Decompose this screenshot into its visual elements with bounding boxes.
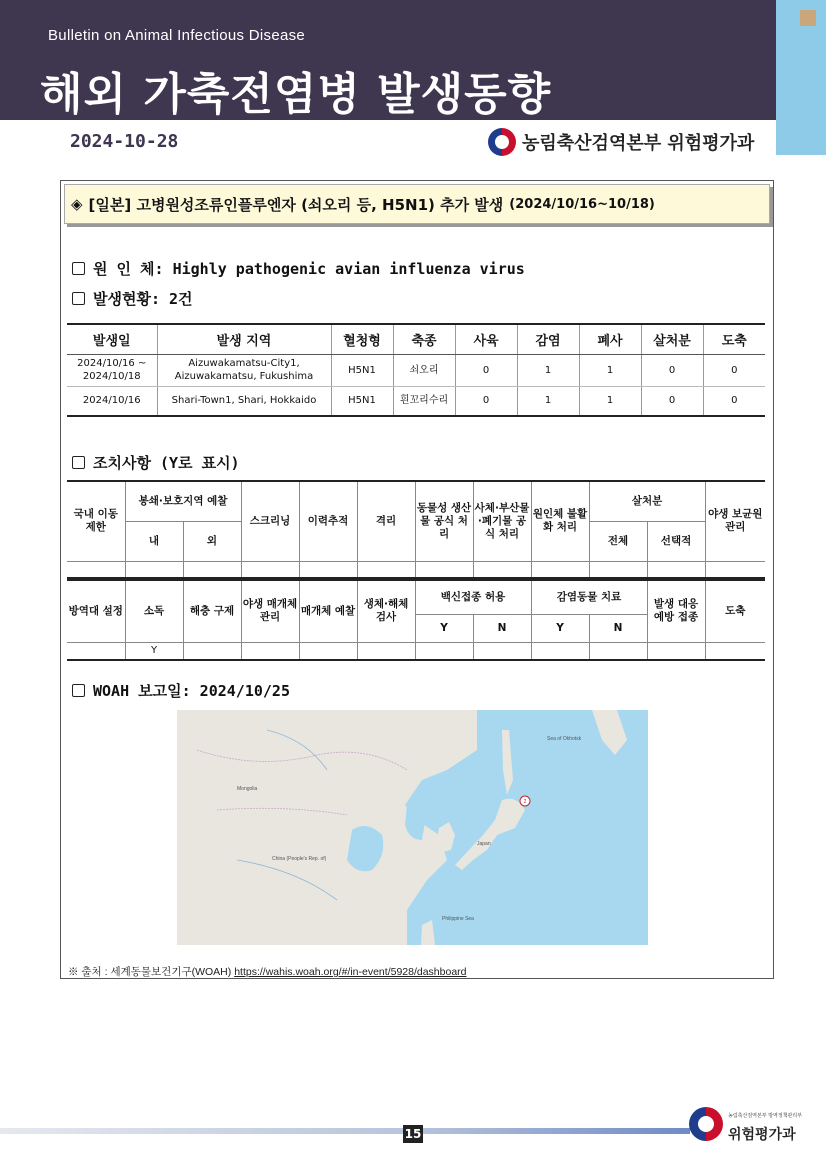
cell-serotype: H5N1 <box>331 354 393 386</box>
col-species: 축종 <box>393 324 455 354</box>
page-title: 해외 가축전염병 발생동향 <box>40 69 552 120</box>
cell-region: Shari-Town1, Shari, Hokkaido <box>157 386 331 416</box>
outbreak-table <box>67 323 765 417</box>
table-header-row <box>67 580 765 614</box>
cell-raised: 0 <box>455 386 517 416</box>
measures-line <box>72 452 240 473</box>
woah-text: WOAH 보고일: 2024/10/25 <box>93 682 290 700</box>
cell-slaughtered: 0 <box>703 386 765 416</box>
col-infected: 감염 <box>517 324 579 354</box>
outbreak-map[interactable] <box>177 710 648 945</box>
status-line <box>72 288 193 309</box>
disinfection-mark: Y <box>125 642 183 660</box>
h-cull-select: 선택적 <box>647 521 705 561</box>
h-vaccine-y: Y <box>415 614 473 642</box>
cell-dead: 1 <box>579 386 641 416</box>
h-disinfection: 소독 <box>125 580 183 642</box>
bulletin-date: 2024-10-28 <box>70 131 179 152</box>
h-trace: 이력추적 <box>299 481 357 561</box>
cell-date: 2024/10/16 ~ 2024/10/18 <box>67 354 157 386</box>
cell-dead: 1 <box>579 354 641 386</box>
cell-species: 쇠오리 <box>393 354 455 386</box>
table-row <box>67 386 765 416</box>
h-wild-vector: 야생 매개체 관리 <box>241 580 299 642</box>
report-period: (2024/10/16~10/18) <box>509 196 655 212</box>
h-cull-all: 전체 <box>589 521 647 561</box>
report-title: [일본] 고병원성조류인플루엔자 (쇠오리 등, H5N1) 추가 발생 <box>88 195 504 214</box>
col-date: 발생일 <box>67 324 157 354</box>
h-treatment-y: Y <box>531 614 589 642</box>
cell-raised: 0 <box>455 354 517 386</box>
cell-infected: 1 <box>517 354 579 386</box>
side-square-decoration <box>800 10 816 26</box>
h-quarantine: 격리 <box>357 481 415 561</box>
label-okhotsk: Sea of Okhotsk <box>547 736 582 742</box>
label-philippine-sea: Philippine Sea <box>442 916 474 922</box>
checkbox-square-icon <box>72 292 85 305</box>
col-serotype: 혈청형 <box>331 324 393 354</box>
col-slaughtered: 도축 <box>703 324 765 354</box>
h-vaccine-n: N <box>473 614 531 642</box>
h-vaccine: 백신접종 허용 <box>415 580 531 614</box>
h-product: 동물성 생산물 공식 처리 <box>415 481 473 561</box>
header-org-label: 농림축산검역본부 위험평가과 <box>522 133 755 154</box>
h-movement: 국내 이동 제한 <box>67 481 125 561</box>
cell-region: Aizuwakamatsu-City1, Aizuwakamatsu, Fukushima <box>157 354 331 386</box>
footer-divider <box>0 1128 690 1134</box>
table-row <box>67 642 765 660</box>
h-treatment-n: N <box>589 614 647 642</box>
outbreak-count-label: 2 <box>523 799 527 805</box>
report-title-bar <box>64 184 770 224</box>
status-text: 발생현황: 2건 <box>93 290 193 308</box>
h-slaughter: 도축 <box>705 580 765 642</box>
h-screening: 스크리닝 <box>241 481 299 561</box>
cell-slaughtered: 0 <box>703 354 765 386</box>
footer-org: 농림축산검역본부 방역정책관리부 <box>728 1113 803 1119</box>
col-dead: 폐사 <box>579 324 641 354</box>
header-org <box>488 128 754 156</box>
label-mongolia: Mongolia <box>237 786 258 792</box>
table-row <box>67 561 765 578</box>
measures-table-2 <box>67 579 765 661</box>
h-biopsy: 생체·해체 검사 <box>357 580 415 642</box>
h-treatment: 감염동물 치료 <box>531 580 647 614</box>
h-zone-in: 내 <box>125 521 183 561</box>
cell-culled: 0 <box>641 354 703 386</box>
source-link[interactable]: https://wahis.woah.org/#/in-event/5928/dashboard <box>234 966 467 978</box>
h-prevent-vacc: 발생 대응 예방 접종 <box>647 580 705 642</box>
h-inactivation: 원인체 불활화 처리 <box>531 481 589 561</box>
cell-date: 2024/10/16 <box>67 386 157 416</box>
source-note <box>68 964 467 979</box>
h-zone: 봉쇄·보호지역 예찰 <box>125 481 241 521</box>
gov-emblem-icon <box>488 128 516 156</box>
checkbox-square-icon <box>72 684 85 697</box>
h-culling: 살처분 <box>589 481 705 521</box>
h-zone-out: 외 <box>183 521 241 561</box>
h-vector-surv: 매개체 예찰 <box>299 580 357 642</box>
h-pest: 해충 구제 <box>183 580 241 642</box>
measures-text: 조치사항 (Y로 표시) <box>93 454 240 472</box>
woah-line <box>72 680 290 701</box>
pathogen-text: 원 인 체: Highly pathogenic avian influenza virus <box>93 260 525 278</box>
cell-species: 흰꼬리수리 <box>393 386 455 416</box>
checkbox-square-icon <box>72 262 85 275</box>
footer-gov-emblem-icon <box>689 1107 723 1141</box>
cell-serotype: H5N1 <box>331 386 393 416</box>
footer-dept: 위험평가과 <box>728 1127 796 1143</box>
diamond-bullet-icon: ◈ <box>71 195 83 213</box>
col-raised: 사육 <box>455 324 517 354</box>
source-prefix: ※ 출처 : 세계동물보건기구(WOAH) <box>68 966 232 978</box>
label-japan: Japan <box>477 841 491 847</box>
col-culled: 살처분 <box>641 324 703 354</box>
checkbox-square-icon <box>72 456 85 469</box>
h-wildlife: 야생 보균원 관리 <box>705 481 765 561</box>
cell-infected: 1 <box>517 386 579 416</box>
h-carcass: 사체·부산물·폐기물 공식 처리 <box>473 481 531 561</box>
measures-table-1 <box>67 480 765 579</box>
label-china: China (People's Rep. of) <box>272 856 327 862</box>
h-zoning: 방역대 설정 <box>67 580 125 642</box>
pathogen-line <box>72 258 525 279</box>
page-number: 15 <box>404 1127 422 1141</box>
table-header-row <box>67 324 765 354</box>
cell-culled: 0 <box>641 386 703 416</box>
table-row <box>67 354 765 386</box>
col-region: 발생 지역 <box>157 324 331 354</box>
header-subtitle: Bulletin on Animal Infectious Disease <box>48 27 306 44</box>
map-graphic <box>177 710 648 945</box>
table-header-row <box>67 481 765 521</box>
